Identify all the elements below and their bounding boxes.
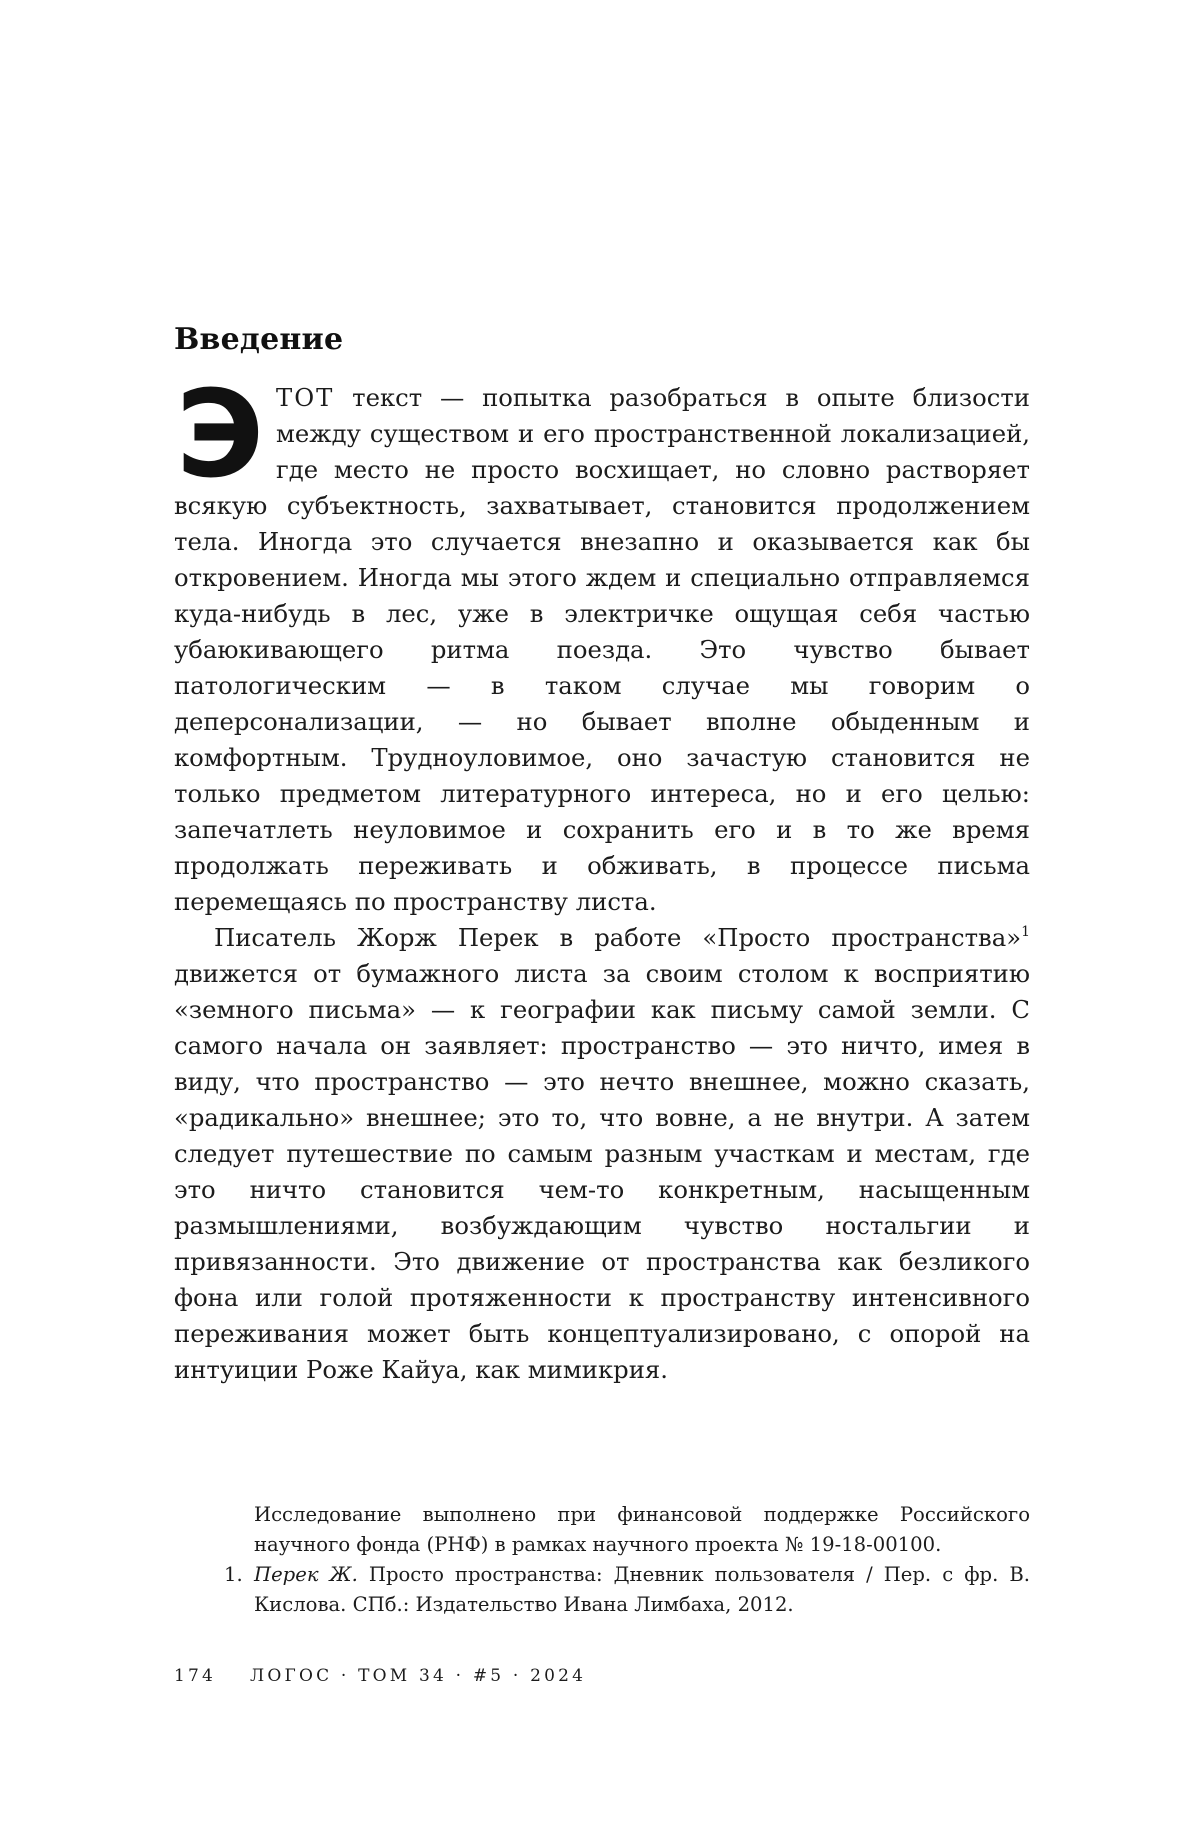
paragraph-2-text-start: Писатель Жорж Перек в работе «Просто пространства» (214, 923, 1022, 952)
footnote-reference[interactable]: 1 (1021, 924, 1030, 940)
paragraph-1-text: текст — попытка разобраться в опыте близости между существом и его пространственной локализацией, где место не просто восхищает, но словно растворяет всякую субъектность, захватывает, становится продолжением тела. Иногда это случается внезапно и оказывается как бы откровением. Иногда мы этого ждем и специально отправляемся куда-нибудь в лес, уже в электричке ощущая себя частью убаюкивающего ритма поезда. Это чувство бывает патологическим — в таком случае мы говорим о деперсонализации, — но бывает вполне обыденным и комфортным. Трудноуловимое, оно зачастую становится не только предметом литературного интереса, но и его целью: запечатлеть неуловимое и сохранить его и в то же время продолжать переживать и обживать, в процессе письма перемещаясь по пространству листа. (174, 383, 1030, 916)
paragraph-2 (174, 920, 1030, 1388)
footnote-1 (224, 1560, 1030, 1620)
dropcap-letter-glyph (172, 382, 268, 488)
section-heading: Введение (174, 322, 344, 357)
footnote-author: Перек Ж. (254, 1563, 358, 1586)
body-text (174, 380, 1030, 1388)
page (174, 0, 1030, 1844)
paragraph-2-text-end: движется от бумажного листа за своим столом к восприятию «земного письма» — к географии как письму самой земли. С самого начала он заявляет: пространство — это ничто, имея в виду, что пространство — это нечто внешнее, можно сказать, «радикально» внешнее; это то, что вовне, а не внутри. А затем следует путешествие по самым разным участкам и местам, где это ничто становится чем-то конкретным, насыщенным размышлениями, возбуждающим чувство ностальгии и привязанности. Это движение от пространства как безликого фона или голой протяженности к пространству интенсивного переживания может быть концептуализировано, с опорой на интуиции Роже Кайуа, как мимикрия. (174, 959, 1030, 1384)
paragraph-1 (174, 380, 1030, 920)
dropcap (174, 380, 264, 488)
dropcap-letter: Э (175, 382, 265, 488)
footnote-number: 1. (224, 1563, 243, 1586)
page-number: 174 (174, 1666, 217, 1686)
footnotes (224, 1500, 1030, 1620)
lead-caps: ТОТ (276, 383, 335, 412)
footnote-text: Просто пространства: Дневник пользователя / Пер. с фр. В. Кислова. СПб.: Издательство Ивана Лимбаха, 2012. (254, 1563, 1030, 1616)
journal-info: ЛОГОС · ТОМ 34 · #5 · 2024 (250, 1666, 587, 1686)
running-footer (174, 1666, 586, 1686)
funding-note: Исследование выполнено при финансовой поддержке Российского научного фонда (РНФ) в рамках научного проекта № 19-18-00100. (254, 1503, 1030, 1556)
